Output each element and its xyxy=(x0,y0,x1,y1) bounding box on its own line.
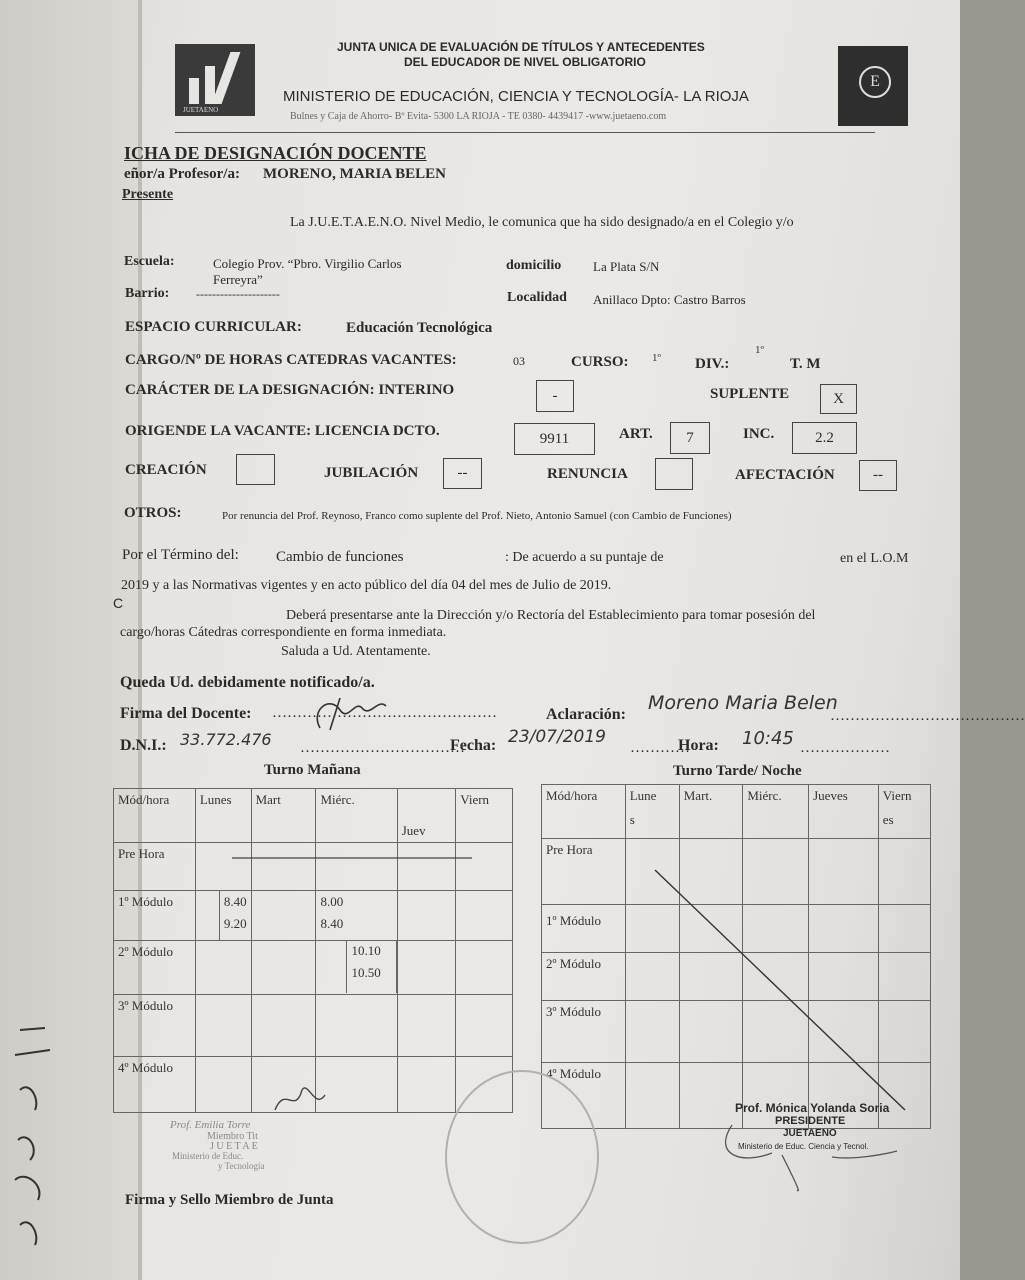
cargo-label: CARGO/Nº DE HORAS CATEDRAS VACANTES: xyxy=(125,352,457,368)
jubilacion-box: -- xyxy=(443,458,482,489)
corner-letter: E xyxy=(859,66,891,98)
tt-header-modhora: Mód/hora xyxy=(542,785,626,839)
president-name: Prof. Mónica Yolanda Soria xyxy=(735,1101,890,1115)
aclaracion-value: Moreno Maria Belen xyxy=(648,692,838,714)
hora-label: Hora: xyxy=(678,737,719,754)
addressee-label: eñor/a Profesor/a: xyxy=(124,166,240,182)
tm-1modulo-lunes: 8.40 9.20 xyxy=(219,891,251,941)
div-value: 1º xyxy=(755,344,764,356)
tm-row-2modulo: 2º Módulo xyxy=(114,941,196,994)
tm-row-prehora: Pre Hora xyxy=(114,843,196,891)
tm-row-3modulo: 3º Módulo xyxy=(114,994,196,1056)
tm-row-1modulo: 1º Módulo xyxy=(114,891,196,941)
hora-value: 10:45 xyxy=(742,728,794,749)
escuela-value-2: Ferreyra” xyxy=(213,272,263,287)
tm-header-mierc: Miérc. xyxy=(316,789,397,843)
div-label: DIV.: xyxy=(695,356,730,372)
espacio-label: ESPACIO CURRICULAR: xyxy=(125,319,302,335)
tm-header-lunes: Lunes xyxy=(195,789,251,843)
tt-header-mart: Mart. xyxy=(679,785,743,839)
localidad-label: Localidad xyxy=(507,290,567,305)
escuela-label: Escuela: xyxy=(124,254,175,269)
tt-header-lunes: Lune s xyxy=(625,785,679,839)
logo-text: JUETAENO xyxy=(183,106,219,114)
president-org: JUETAENO xyxy=(783,1128,837,1139)
caracter-label: CARÁCTER DE LA DESIGNACIÓN: INTERINO xyxy=(125,382,455,398)
renuncia-label: RENUNCIA xyxy=(547,466,628,482)
hora-dots: ……………… xyxy=(800,740,890,756)
firma-dots: ……………………………………… xyxy=(272,705,497,721)
president-signature-icon xyxy=(712,1115,902,1200)
tt-row-prehora: Pre Hora xyxy=(542,839,626,905)
presentarse-text-2: cargo/horas Cátedras correspondiente en forma inmediata. xyxy=(120,625,447,640)
member-stamp-1: Prof. Emilia Torre xyxy=(170,1119,251,1131)
tm-header-juev: Juev xyxy=(397,789,455,843)
president-ministry: Ministerio de Educ. Ciencia y Tecnol. xyxy=(738,1142,869,1151)
suplente-box: X xyxy=(820,384,857,414)
creacion-label: CREACIÓN xyxy=(125,462,207,478)
espacio-value: Educación Tecnológica xyxy=(346,320,493,336)
dni-value: 33.772.476 xyxy=(180,730,272,749)
round-seal-icon xyxy=(445,1070,599,1244)
firma-label: Firma del Docente: xyxy=(120,705,252,722)
dni-label: D.N.I.: xyxy=(120,737,167,754)
intro-text: La J.U.E.T.A.E.N.O. Nivel Medio, le comunica que ha sido designado/a en el Colegio y/o xyxy=(290,215,794,230)
saluda-text: Saluda a Ud. Atentamente. xyxy=(281,644,431,659)
tm-1modulo-mierc: 8.00 8.40 xyxy=(316,891,397,941)
domicilio-label: domicilio xyxy=(506,258,562,273)
tt-row-1modulo: 1º Módulo xyxy=(542,905,626,953)
tm-2modulo-juev: 10.10 10.50 xyxy=(346,941,396,993)
header-line-1: JUNTA UNICA DE EVALUACIÓN DE TÍTULOS Y ANTECEDENTES xyxy=(337,40,705,54)
inc-label: INC. xyxy=(743,426,775,442)
lom-text: en el L.O.M xyxy=(840,551,909,566)
turno-manana-title: Turno Mañana xyxy=(264,762,361,778)
localidad-value: Anillaco Dpto: Castro Barros xyxy=(593,292,746,307)
tt-header-jueves: Jueves xyxy=(809,785,879,839)
member-signature-icon xyxy=(270,1075,330,1120)
ministry-name: MINISTERIO DE EDUCACIÓN, CIENCIA Y TECNOLOGÍA- LA RIOJA xyxy=(283,88,749,105)
member-stamp-4: Ministerio de Educ. xyxy=(172,1151,244,1161)
barrio-label: Barrio: xyxy=(125,286,170,301)
addressee-name: MORENO, MARIA BELEN xyxy=(263,166,446,182)
dni-dots: …………………………… xyxy=(300,740,465,756)
president-title: PRESIDENTE xyxy=(775,1115,846,1127)
art-box: 7 xyxy=(670,422,710,454)
escuela-value-1: Colegio Prov. “Pbro. Virgilio Carlos xyxy=(213,256,402,271)
curso-value: 1º xyxy=(652,352,661,364)
otros-label: OTROS: xyxy=(124,505,182,521)
form-title: ICHA DE DESIGNACIÓN DOCENTE xyxy=(124,143,427,163)
dcto-box: 9911 xyxy=(514,423,595,455)
afectacion-box: -- xyxy=(859,460,897,491)
termino-value: Cambio de funciones xyxy=(276,549,404,565)
firma-sello-label: Firma y Sello Miembro de Junta xyxy=(125,1192,334,1208)
tt-row-2modulo: 2º Módulo xyxy=(542,953,626,1001)
origen-label: ORIGENDE LA VACANTE: LICENCIA DCTO. xyxy=(125,423,440,439)
cargo-value: 03 xyxy=(513,354,525,368)
turno-tarde-title: Turno Tarde/ Noche xyxy=(673,763,802,779)
turno-value: T. M xyxy=(790,356,821,372)
inc-box: 2.2 xyxy=(792,422,857,454)
jubilacion-label: JUBILACIÓN xyxy=(324,465,419,481)
header-line-2: DEL EDUCADOR DE NIVEL OBLIGATORIO xyxy=(404,55,646,69)
tm-header-viern: Viern xyxy=(456,789,513,843)
tt-header-viern: Viern es xyxy=(878,785,930,839)
barrio-value: --------------------- xyxy=(196,287,280,301)
otros-value: Por renuncia del Prof. Reynoso, Franco como suplente del Prof. Nieto, Antonio Samuel (con Cambio de Funciones) xyxy=(222,510,732,522)
fecha-dots: ………… xyxy=(630,740,690,756)
domicilio-value: La Plata S/N xyxy=(593,259,660,274)
tt-row-4modulo: 4º Módulo xyxy=(542,1063,626,1129)
tt-row-3modulo: 3º Módulo xyxy=(542,1001,626,1063)
presente-label: Presente xyxy=(122,187,174,202)
acuerdo-text: : De acuerdo a su puntaje de xyxy=(505,550,664,565)
member-stamp-5: y Tecnología xyxy=(218,1161,265,1171)
tt-header-mierc: Miérc. xyxy=(743,785,809,839)
aclaracion-dots: ………………………………… xyxy=(830,708,1025,724)
presentarse-text-1: Deberá presentarse ante la Dirección y/o Rectoría del Establecimiento para tomar posesión del xyxy=(286,608,816,623)
back-sheet-handwriting-icon xyxy=(0,1010,60,1250)
fecha-label: Fecha: xyxy=(450,737,497,754)
tm-header-modhora: Mód/hora xyxy=(114,789,196,843)
afectacion-label: AFECTACIÓN xyxy=(735,467,835,483)
queda-text: Queda Ud. debidamente notificado/a. xyxy=(120,674,375,691)
tm-row-4modulo: 4º Módulo xyxy=(114,1056,196,1112)
interino-box: - xyxy=(536,380,574,412)
art-label: ART. xyxy=(619,426,653,442)
header-address: Bulnes y Caja de Ahorro- Bº Evita- 5300 LA RIOJA - TE 0380- 4439417 -www.juetaeno.com xyxy=(290,111,667,122)
fecha-text: 2019 y a las Normativas vigentes y en acto público del día 04 del mes de Julio de 2019. xyxy=(121,578,612,593)
fecha-value: 23/07/2019 xyxy=(508,727,606,747)
curso-label: CURSO: xyxy=(571,354,629,370)
c-mark: C xyxy=(113,595,124,611)
member-stamp-3: J U E T A E xyxy=(210,1141,258,1152)
suplente-label: SUPLENTE xyxy=(710,386,790,402)
tm-header-mart: Mart xyxy=(251,789,316,843)
aclaracion-label: Aclaración: xyxy=(546,706,626,723)
termino-label: Por el Término del: xyxy=(122,547,239,563)
member-stamp-2: Miembro Tit xyxy=(207,1131,258,1142)
